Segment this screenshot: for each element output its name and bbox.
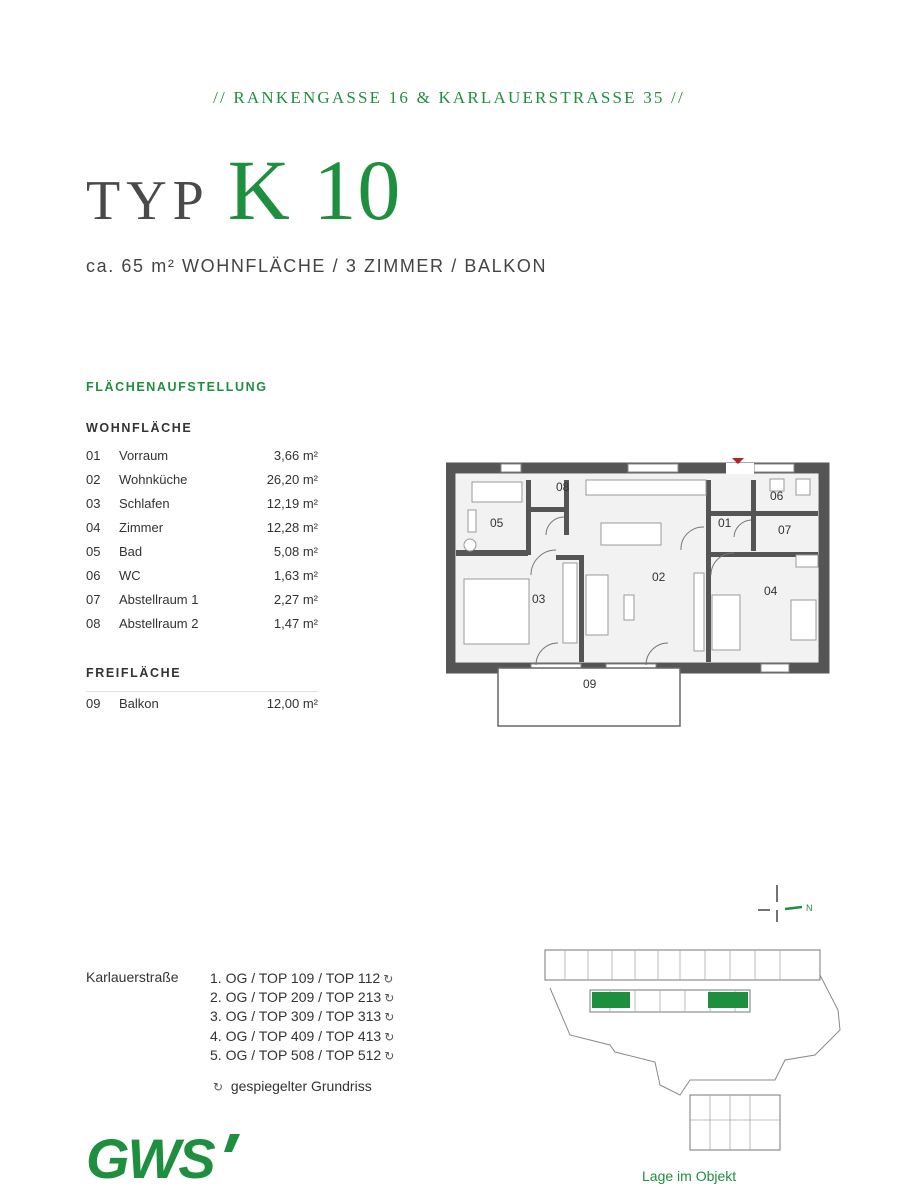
lower-building <box>690 1095 780 1150</box>
room-area: 12,28 m² <box>266 520 318 535</box>
level-entry <box>210 988 394 1007</box>
outdoor-area-heading: FREIFLÄCHE <box>86 666 182 680</box>
area-row <box>86 444 318 468</box>
mirror-icon: ↻ <box>383 972 394 986</box>
area-row <box>86 564 318 588</box>
gws-logo <box>86 1130 246 1186</box>
highlight-unit <box>592 992 630 1008</box>
logo-tick <box>224 1134 240 1152</box>
entrance-door <box>726 463 754 474</box>
room-area: 3,66 m² <box>273 448 318 463</box>
floor-plan <box>446 455 830 735</box>
room-name: WC <box>119 568 141 583</box>
room-label-01: 01 <box>718 516 732 530</box>
logo-text: GWS <box>86 1130 214 1186</box>
area-row <box>86 516 318 540</box>
level-text: 2. OG / TOP 209 / TOP 213 <box>210 989 382 1006</box>
compass-icon <box>758 885 802 922</box>
room-number: 04 <box>86 520 101 535</box>
room-name: Schlafen <box>119 496 170 511</box>
kitchen-counter <box>586 480 706 495</box>
mirror-note-text: gespiegelter Grundriss <box>230 1078 372 1094</box>
room-number: 07 <box>86 592 101 607</box>
area-row <box>86 468 318 492</box>
room-number: 08 <box>86 616 101 631</box>
main-building <box>545 950 820 980</box>
room-name: Wohnküche <box>119 472 188 487</box>
level-text: 3. OG / TOP 309 / TOP 313 <box>210 1008 382 1025</box>
room-name: Abstellraum 2 <box>119 616 199 631</box>
mirror-icon: ↻ <box>384 991 395 1006</box>
living-area-heading: WOHNFLÄCHE <box>86 421 193 435</box>
room-area: 2,27 m² <box>273 592 318 607</box>
level-entry <box>210 1046 394 1065</box>
dining-table <box>601 523 661 545</box>
level-list <box>210 969 394 1065</box>
washbasin <box>468 510 476 532</box>
mirror-icon: ↻ <box>384 1048 395 1063</box>
mirror-icon: ↻ <box>384 1029 395 1044</box>
area-row <box>86 692 318 716</box>
room-label-07: 07 <box>778 523 792 537</box>
north-label: N <box>806 903 813 913</box>
unit-summary: ca. 65 m² WOHNFLÄCHE / 3 ZIMMER / BALKON <box>86 256 548 276</box>
washing-machine <box>464 539 476 551</box>
room-name: Balkon <box>119 696 159 711</box>
outdoor-area-list <box>86 691 318 716</box>
level-entry <box>210 969 394 988</box>
coffee-table <box>624 595 634 620</box>
site-plan <box>540 880 850 1165</box>
mirror-icon: ↻ <box>213 1080 224 1094</box>
room-name: Zimmer <box>119 520 164 535</box>
bathtub <box>472 482 522 502</box>
unit-type-title <box>86 140 401 240</box>
wc-basin <box>796 479 810 495</box>
room-area: 12,00 m² <box>266 696 318 711</box>
area-row <box>86 540 318 564</box>
mirror-legend <box>210 1078 372 1094</box>
level-text: 5. OG / TOP 508 / TOP 512 <box>210 1046 382 1063</box>
area-table-title: FLÄCHENAUFSTELLUNG <box>86 380 268 394</box>
room-label-02: 02 <box>652 570 666 584</box>
double-bed <box>464 579 529 644</box>
room-label-03: 03 <box>532 592 546 606</box>
site-plan-caption: Lage im Objekt <box>642 1168 737 1184</box>
room-label-06: 06 <box>770 489 784 503</box>
room-area: 5,08 m² <box>273 544 318 559</box>
level-entry <box>210 1027 394 1046</box>
room-label-09: 09 <box>583 677 597 691</box>
area-row <box>86 588 318 612</box>
room-name: Vorraum <box>119 448 169 463</box>
room-label-04: 04 <box>764 584 778 598</box>
room-number: 03 <box>86 496 101 511</box>
wardrobe <box>563 563 577 643</box>
bed <box>712 595 740 650</box>
room-label-08: 08 <box>556 480 570 494</box>
room-number: 05 <box>86 544 101 559</box>
room-area: 1,47 m² <box>273 616 318 631</box>
level-text: 1. OG / TOP 109 / TOP 112 <box>210 970 381 986</box>
desk <box>791 600 816 640</box>
level-entry <box>210 1007 394 1026</box>
room-label-05: 05 <box>490 516 504 530</box>
sofa <box>586 575 608 635</box>
living-area-list <box>86 444 318 636</box>
shelf <box>796 555 818 567</box>
room-name: Bad <box>119 544 143 559</box>
project-address: // RANKENGASSE 16 & KARLAUERSTRASSE 35 // <box>213 88 685 107</box>
area-row <box>86 612 318 636</box>
area-row <box>86 492 318 516</box>
room-number: 02 <box>86 472 101 487</box>
type-prefix: TYP <box>86 170 210 232</box>
wardrobe <box>694 573 704 651</box>
room-name: Abstellraum 1 <box>119 592 199 607</box>
room-number: 01 <box>86 448 101 463</box>
highlight-unit <box>708 992 748 1008</box>
street-label: Karlauerstraße <box>86 969 179 985</box>
room-area: 12,19 m² <box>266 496 318 511</box>
room-area: 1,63 m² <box>273 568 318 583</box>
mirror-icon: ↻ <box>384 1010 395 1025</box>
level-text: 4. OG / TOP 409 / TOP 413 <box>210 1027 382 1044</box>
type-code: K 10 <box>227 142 402 238</box>
room-number: 09 <box>86 696 101 711</box>
room-area: 26,20 m² <box>266 472 318 487</box>
room-number: 06 <box>86 568 101 583</box>
